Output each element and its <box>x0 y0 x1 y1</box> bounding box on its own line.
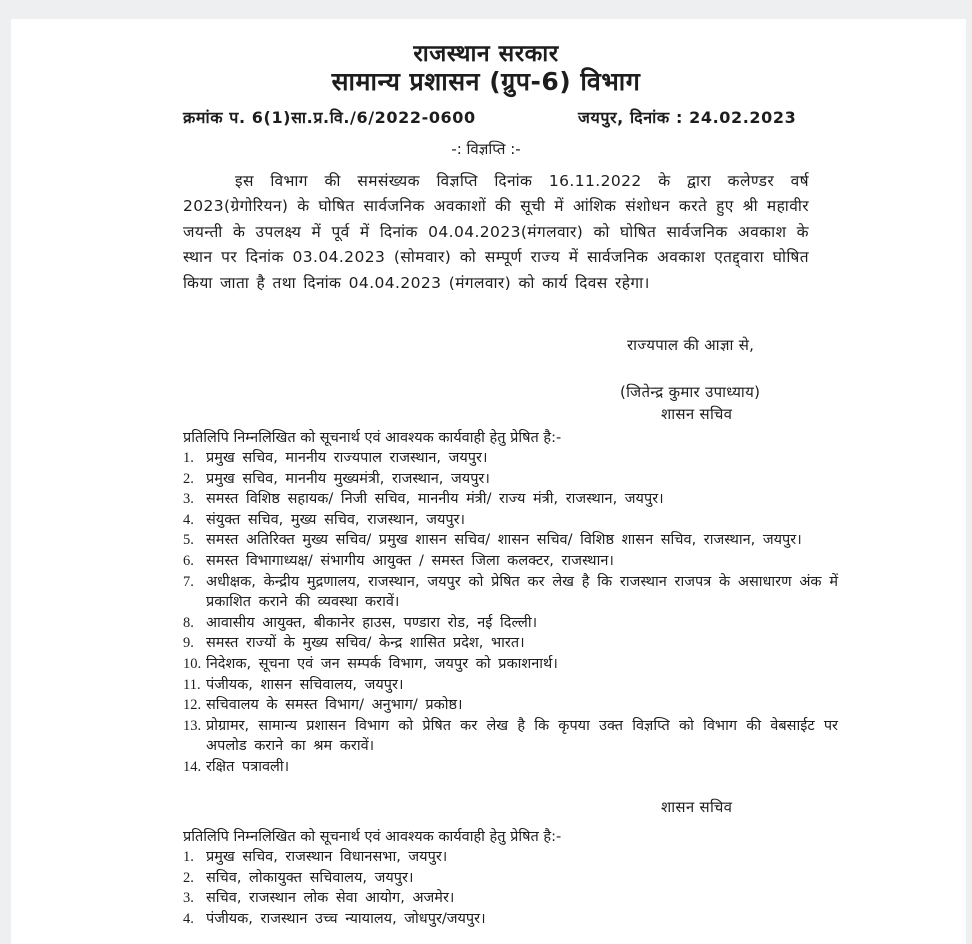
list-item <box>183 909 838 930</box>
list-item <box>183 469 838 490</box>
list-item <box>183 716 838 757</box>
list-item <box>183 530 838 551</box>
list-item-text: समस्त विभागाध्यक्ष/ संभागीय आयुक्त / समस्त जिला कलक्टर, राजस्थान। <box>206 552 614 569</box>
list-item <box>183 847 838 868</box>
list-item-number: 13. <box>183 717 202 734</box>
list-item-text: अधीक्षक, केन्द्रीय मुद्रणालय, राजस्थान, जयपुर को प्रेषित कर लेख है कि राजस्थान राजपत्र के असाधारण अंक में प्रकाशित कराने की व्यवस्था करावें। <box>206 573 838 611</box>
list-item-text: सचिव, राजस्थान लोक सेवा आयोग, अजमेर। <box>206 890 455 907</box>
list-item-number: 1. <box>183 450 194 466</box>
list-item-number: 12. <box>183 697 202 714</box>
list-item-number: 2. <box>183 470 194 487</box>
list-item-number: 14. <box>183 758 202 775</box>
signatory-name: (जितेन्द्र कुमार उपाध्याय) <box>620 383 761 401</box>
place-date: जयपुर, दिनांक : 24.02.2023 <box>578 108 797 127</box>
list-item <box>183 654 838 675</box>
list-item-text: समस्त अतिरिक्त मुख्य सचिव/ प्रमुख शासन सचिव/ शासन सचिव/ विशिष्ठ शासन सचिव, राजस्थान, जयपुर। <box>206 532 802 549</box>
list-item-text: समस्त विशिष्ठ सहायक/ निजी सचिव, माननीय मंत्री/ राज्य मंत्री, राजस्थान, जयपुर। <box>206 491 664 508</box>
list-item-text: पंजीयक, राजस्थान उच्च न्यायालय, जोधपुर/जयपुर। <box>206 910 486 927</box>
government-title: राजस्थान सरकार <box>413 41 559 67</box>
copy-list-2-heading: प्रतिलिपि निम्नलिखित को सूचनार्थ एवं आवश्यक कार्यवाही हेतु प्रेषित है:- <box>183 829 562 845</box>
reference-number: क्रमांक प. 6(1)सा.प्र.वि./6/2022-0600 <box>183 108 476 127</box>
list-item <box>183 888 838 909</box>
list-item-number: 3. <box>183 491 194 508</box>
list-item <box>183 757 838 778</box>
copy-list-2 <box>183 847 838 929</box>
list-item <box>183 489 838 510</box>
list-item <box>183 551 838 572</box>
list-item <box>183 572 838 613</box>
list-item-text: सचिव, लोकायुक्त सचिवालय, जयपुर। <box>206 869 414 886</box>
list-item-text: निदेशक, सूचना एवं जन सम्पर्क विभाग, जयपुर को प्रकाशनार्थ। <box>206 655 558 672</box>
list-item <box>183 448 838 469</box>
list-item-text: सचिवालय के समस्त विभाग/ अनुभाग/ प्रकोष्ठ। <box>206 697 463 714</box>
list-item-text: समस्त राज्यों के मुख्य सचिव/ केन्द्र शासित प्रदेश, भारत। <box>206 635 525 652</box>
list-item <box>183 633 838 654</box>
list-item <box>183 868 838 889</box>
list-item-number: 4. <box>183 910 194 927</box>
list-item-number: 8. <box>183 614 194 631</box>
list-item-text: प्रोग्रामर, सामान्य प्रशासन विभाग को प्रेषित कर लेख है कि कृपया उक्त विज्ञप्ति को विभाग की वेबसाईट पर अपलोड कराने का श्रम करावें। <box>206 717 838 755</box>
notice-heading: -: विज्ञप्ति :- <box>451 140 521 158</box>
list-item <box>183 613 838 634</box>
list-item-number: 9. <box>183 635 194 652</box>
list-item-number: 6. <box>183 552 194 569</box>
copy-list-1 <box>183 448 838 778</box>
list-item-text: रक्षित पत्रावली। <box>206 758 290 775</box>
list-item <box>183 675 838 696</box>
list-item <box>183 695 838 716</box>
list-item-text: प्रमुख सचिव, माननीय मुख्यमंत्री, राजस्थान, जयपुर। <box>206 470 490 487</box>
list-item-number: 1. <box>183 849 194 865</box>
list-item-text: प्रमुख सचिव, राजस्थान विधानसभा, जयपुर। <box>206 849 448 865</box>
list-item-number: 2. <box>183 869 194 886</box>
list-item-number: 11. <box>183 676 201 693</box>
list-item <box>183 510 838 531</box>
notice-body-paragraph: इस विभाग की समसंख्यक विज्ञप्ति दिनांक 16.11.2022 के द्वारा कलेण्डर वर्ष 2023(ग्रेगोरियन) के घोषित सार्वजनिक अवकाशों की सूची में आंशिक संशोधन करते हुए श्री महावीर जयन्ती के उपलक्ष्य में पूर्व में दिनांक 04.04.2023(मंगलवार) को घोषित सार्वजनिक अवकाश के स्थान पर दिनांक 03.04.2023 (सोमवार) को सम्पूर्ण राज्य में सार्वजनिक अवकाश एतद्द्वारा घोषित किया जाता है तथा दिनांक 04.04.2023 (मंगलवार) को कार्य दिवस रहेगा। <box>183 172 809 292</box>
list-item-number: 5. <box>183 532 194 549</box>
list-item-text: आवासीय आयुक्त, बीकानेर हाउस, पण्डारा रोड, नई दिल्ली। <box>206 614 538 631</box>
list-item-text: पंजीयक, शासन सचिवालय, जयपुर। <box>206 676 404 693</box>
list-item-number: 10. <box>183 655 202 672</box>
list-item-text: संयुक्त सचिव, मुख्य सचिव, राजस्थान, जयपुर। <box>206 511 466 528</box>
copy-list-1-signature: शासन सचिव <box>661 798 733 816</box>
list-item-number: 3. <box>183 890 194 907</box>
list-item-number: 4. <box>183 511 194 528</box>
department-title: सामान्य प्रशासन (ग्रुप-6) विभाग <box>331 67 641 96</box>
copy-list-1-heading: प्रतिलिपि निम्नलिखित को सूचनार्थ एवं आवश्यक कार्यवाही हेतु प्रेषित है:- <box>183 430 562 446</box>
list-item-number: 7. <box>183 573 194 590</box>
authority-line: राज्यपाल की आज्ञा से, <box>627 336 755 354</box>
list-item-text: प्रमुख सचिव, माननीय राज्यपाल राजस्थान, जयपुर। <box>206 450 488 466</box>
signatory-designation: शासन सचिव <box>661 405 733 423</box>
